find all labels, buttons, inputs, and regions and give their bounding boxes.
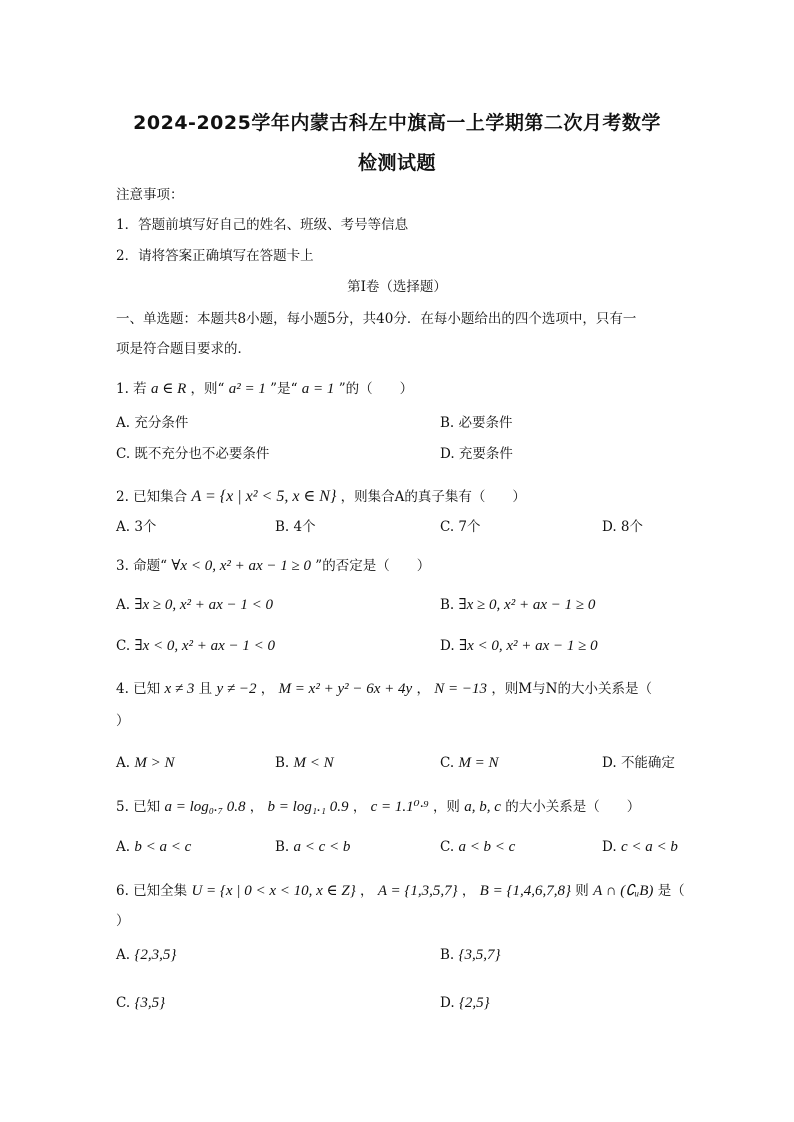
stem-text: ，	[416, 681, 430, 697]
math-expression: A = {1,3,5,7}	[377, 883, 458, 899]
option-label: C.	[440, 839, 455, 855]
option-label: B.	[440, 947, 455, 963]
question-4-option-a	[116, 754, 174, 772]
math-expression: b < a < c	[134, 839, 192, 855]
question-4-option-b	[275, 754, 334, 772]
stem-text: 5. 已知	[116, 799, 161, 815]
option-label: B.	[275, 839, 290, 855]
notice-heading: 注意事项：	[116, 187, 184, 203]
question-3-option-b	[440, 596, 595, 614]
math-expression: {2,5}	[458, 995, 490, 1011]
math-expression: ∃x < 0, x² + ax − 1 ≥ 0	[458, 638, 598, 654]
math-expression: a = 1	[301, 381, 335, 397]
math-expression: {3,5,7}	[458, 947, 501, 963]
stem-text: ，	[461, 883, 476, 899]
option-text: 不能确定	[620, 755, 675, 771]
question-3-option-c	[116, 637, 275, 655]
math-expression: ∃x < 0, x² + ax − 1 < 0	[134, 638, 276, 654]
option-label: D.	[602, 839, 617, 855]
question-4-option-c	[440, 754, 499, 772]
section-intro-line-2: 项是符合题目要求的．	[116, 341, 251, 357]
question-5-option-c	[440, 838, 515, 856]
option-label: A.	[116, 755, 131, 771]
question-6-option-d	[440, 994, 490, 1012]
math-expression: {2,3,5}	[134, 947, 177, 963]
question-2-option-c: C. 7个	[440, 519, 481, 535]
math-expression: ∀x < 0, x² + ax − 1 ≥ 0	[171, 558, 311, 574]
math-expression: a, b, c	[464, 799, 501, 815]
math-expression: a < b < c	[458, 839, 516, 855]
stem-text: 6. 已知全集	[116, 883, 188, 899]
stem-text: ，则	[432, 799, 460, 815]
question-1-option-a: A. 充分条件	[116, 415, 189, 431]
question-3-stem	[116, 557, 430, 575]
math-expression: a = log₀.₇ 0.8	[164, 799, 246, 815]
math-expression: M = x² + y² − 6x + 4y	[278, 681, 413, 697]
question-6-stem-cont: ）	[116, 913, 130, 929]
stem-text: ，	[249, 799, 264, 815]
question-2-option-a: A. 3个	[116, 519, 157, 535]
question-4-stem-cont: ）	[116, 713, 130, 729]
stem-text: 且	[198, 681, 213, 697]
question-3-option-d	[440, 637, 598, 655]
math-expression: a ∈ R	[150, 381, 187, 397]
stem-text: 则	[575, 883, 589, 899]
math-expression: B = {1,4,6,7,8}	[479, 883, 571, 899]
question-4-stem	[116, 680, 652, 698]
math-expression: y ≠ −2	[216, 681, 257, 697]
question-5-option-a	[116, 838, 191, 856]
question-2-stem	[116, 488, 526, 506]
stem-text: ，	[260, 681, 275, 697]
stem-text: ”是“	[270, 381, 298, 397]
math-expression: ∃x ≥ 0, x² + ax − 1 < 0	[134, 597, 274, 613]
option-label: B.	[440, 597, 455, 613]
option-label: D.	[440, 995, 455, 1011]
option-label: C.	[116, 995, 131, 1011]
option-label: A.	[116, 947, 131, 963]
section-intro-line-1: 一、单选题：本题共8小题，每小题5分，共40分．在每小题给出的四个选项中，只有一	[116, 311, 637, 327]
stem-text: ，则M与N的大小关系是（	[491, 681, 652, 697]
question-6-option-a	[116, 946, 176, 964]
question-1-stem	[116, 380, 413, 398]
math-expression: c < a < b	[620, 839, 678, 855]
math-expression: M = N	[458, 755, 499, 771]
question-6-option-b	[440, 946, 501, 964]
math-expression: a² = 1	[228, 381, 266, 397]
stem-text: ”的（ ）	[338, 381, 414, 397]
math-expression: U = {x | 0 < x < 10, x ∈ Z}	[191, 883, 356, 899]
stem-text: ，则“	[190, 381, 225, 397]
question-1-option-d: D. 充要条件	[440, 446, 513, 462]
question-6-stem	[116, 882, 685, 900]
math-expression: A = {x | x² < 5, x ∈ N}	[191, 488, 337, 505]
math-expression: c = 1.1⁰·⁹	[370, 799, 429, 815]
math-expression: a < c < b	[293, 839, 351, 855]
math-expression: A ∩ (∁ᵤB)	[593, 883, 654, 899]
stem-text: ，则集合A的真子集有（ ）	[340, 489, 526, 505]
option-label: C.	[440, 755, 455, 771]
stem-text: ，	[360, 883, 374, 899]
math-expression: {3,5}	[134, 995, 166, 1011]
math-expression: M < N	[293, 755, 334, 771]
question-5-option-d	[602, 838, 678, 856]
stem-text: 2. 已知集合	[116, 489, 188, 505]
option-label: D.	[440, 638, 455, 654]
title-line-1: 2024-2025学年内蒙古科左中旗高一上学期第二次月考数学	[133, 112, 661, 134]
question-5-stem	[116, 798, 640, 816]
stem-text: ”的否定是（ ）	[315, 558, 431, 574]
title-line-2: 检测试题	[357, 152, 436, 174]
stem-text: 是（	[657, 883, 685, 899]
question-6-option-c	[116, 994, 165, 1012]
stem-text: 3. 命题“	[116, 558, 168, 574]
option-label: B.	[275, 755, 290, 771]
stem-text: ，	[352, 799, 367, 815]
section-title: 第I卷（选择题）	[347, 279, 447, 295]
question-1-option-c: C. 既不充分也不必要条件	[116, 446, 270, 462]
math-expression: x ≠ 3	[164, 681, 195, 697]
math-expression: b = log₁.₁ 0.9	[267, 799, 349, 815]
option-label: C.	[116, 638, 131, 654]
math-expression: M > N	[134, 755, 175, 771]
stem-text: 4. 已知	[116, 681, 161, 697]
notice-item-2: 2．请将答案正确填写在答题卡上	[116, 248, 314, 264]
question-2-option-d: D. 8个	[602, 519, 644, 535]
stem-text: 的大小关系是（ ）	[505, 799, 641, 815]
option-label: A.	[116, 597, 131, 613]
option-label: D.	[602, 755, 617, 771]
question-4-option-d	[602, 754, 675, 772]
question-3-option-a	[116, 596, 273, 614]
question-2-option-b: B. 4个	[275, 519, 316, 535]
question-5-option-b	[275, 838, 350, 856]
stem-text: 1. 若	[116, 381, 147, 397]
math-expression: ∃x ≥ 0, x² + ax − 1 ≥ 0	[458, 597, 596, 613]
notice-item-1: 1．答题前填写好自己的姓名、班级、考号等信息	[116, 217, 409, 233]
option-label: A.	[116, 839, 131, 855]
question-1-option-b: B. 必要条件	[440, 415, 513, 431]
math-expression: N = −13	[434, 681, 488, 697]
